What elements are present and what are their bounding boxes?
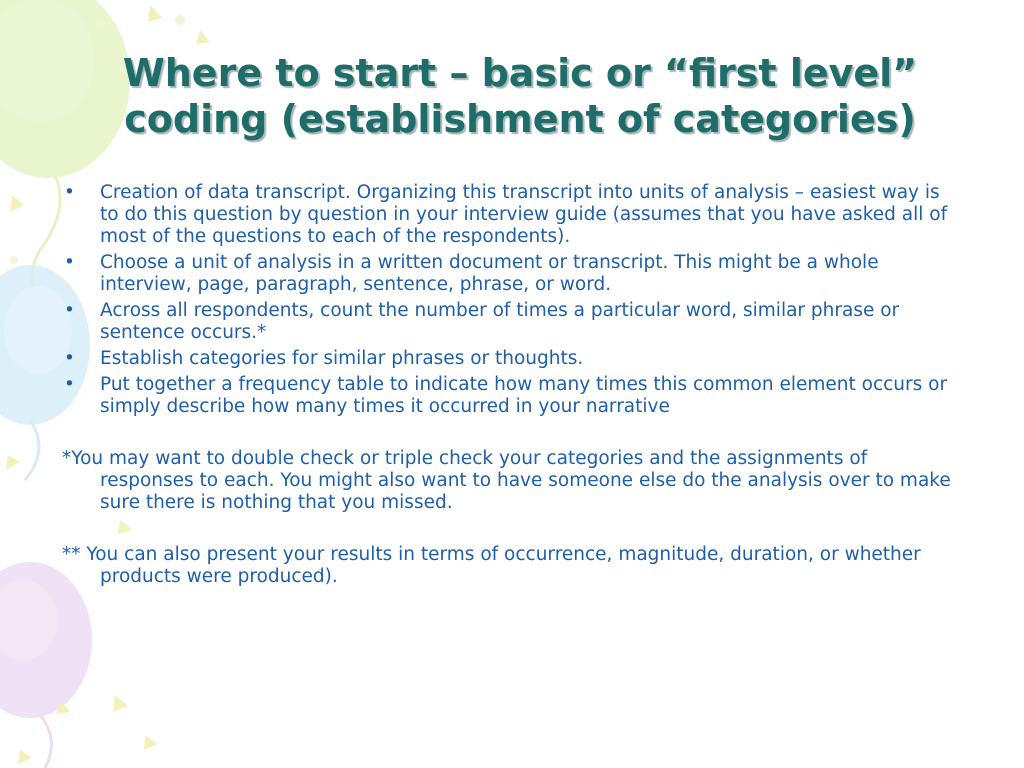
footnote-present-results: ** You can also present your results in terms of occurrence, magnitude, duration, or whether products were produced).	[62, 544, 921, 587]
footnote-double-check: *You may want to double check or triple check your categories and the assignments of responses to each. You might also want to have someone else do the analysis over to make sure there is nothing that you missed.	[62, 448, 951, 513]
title-line-1: Where to start – basic or “first level”	[122, 51, 918, 95]
bullet-icon: •	[64, 348, 75, 369]
bullet-text: Across all respondents, count the number of times a particular word, similar phrase or sentence occurs.*	[100, 300, 900, 343]
bullet-text: Establish categories for similar phrases or thoughts.	[100, 348, 584, 369]
bullet-icon: •	[64, 252, 75, 273]
slide-body	[62, 182, 962, 588]
list-item	[62, 374, 962, 418]
list-item	[62, 252, 962, 296]
list-item	[62, 348, 962, 370]
list-item	[62, 300, 962, 344]
bullet-icon: •	[64, 374, 75, 395]
bullet-text: Choose a unit of analysis in a written document or transcript. This might be a whole interview, page, paragraph, sentence, phrase, or word.	[100, 252, 879, 295]
list-item	[62, 182, 962, 248]
bullet-list	[62, 182, 962, 418]
bullet-icon: •	[64, 182, 75, 203]
slide-title	[60, 50, 980, 142]
title-line-2: coding (establishment of categories)	[124, 97, 916, 141]
bullet-text: Put together a frequency table to indicate how many times this common element occurs or simply describe how many times it occurred in your narrative	[100, 374, 948, 417]
bullet-text: Creation of data transcript. Organizing this transcript into units of analysis – easiest way is to do this question by question in your interview guide (assumes that you have asked all of most of the questions to each of the respondents).	[100, 182, 948, 247]
purple-balloon-icon	[0, 562, 92, 768]
bullet-icon: •	[64, 300, 75, 321]
